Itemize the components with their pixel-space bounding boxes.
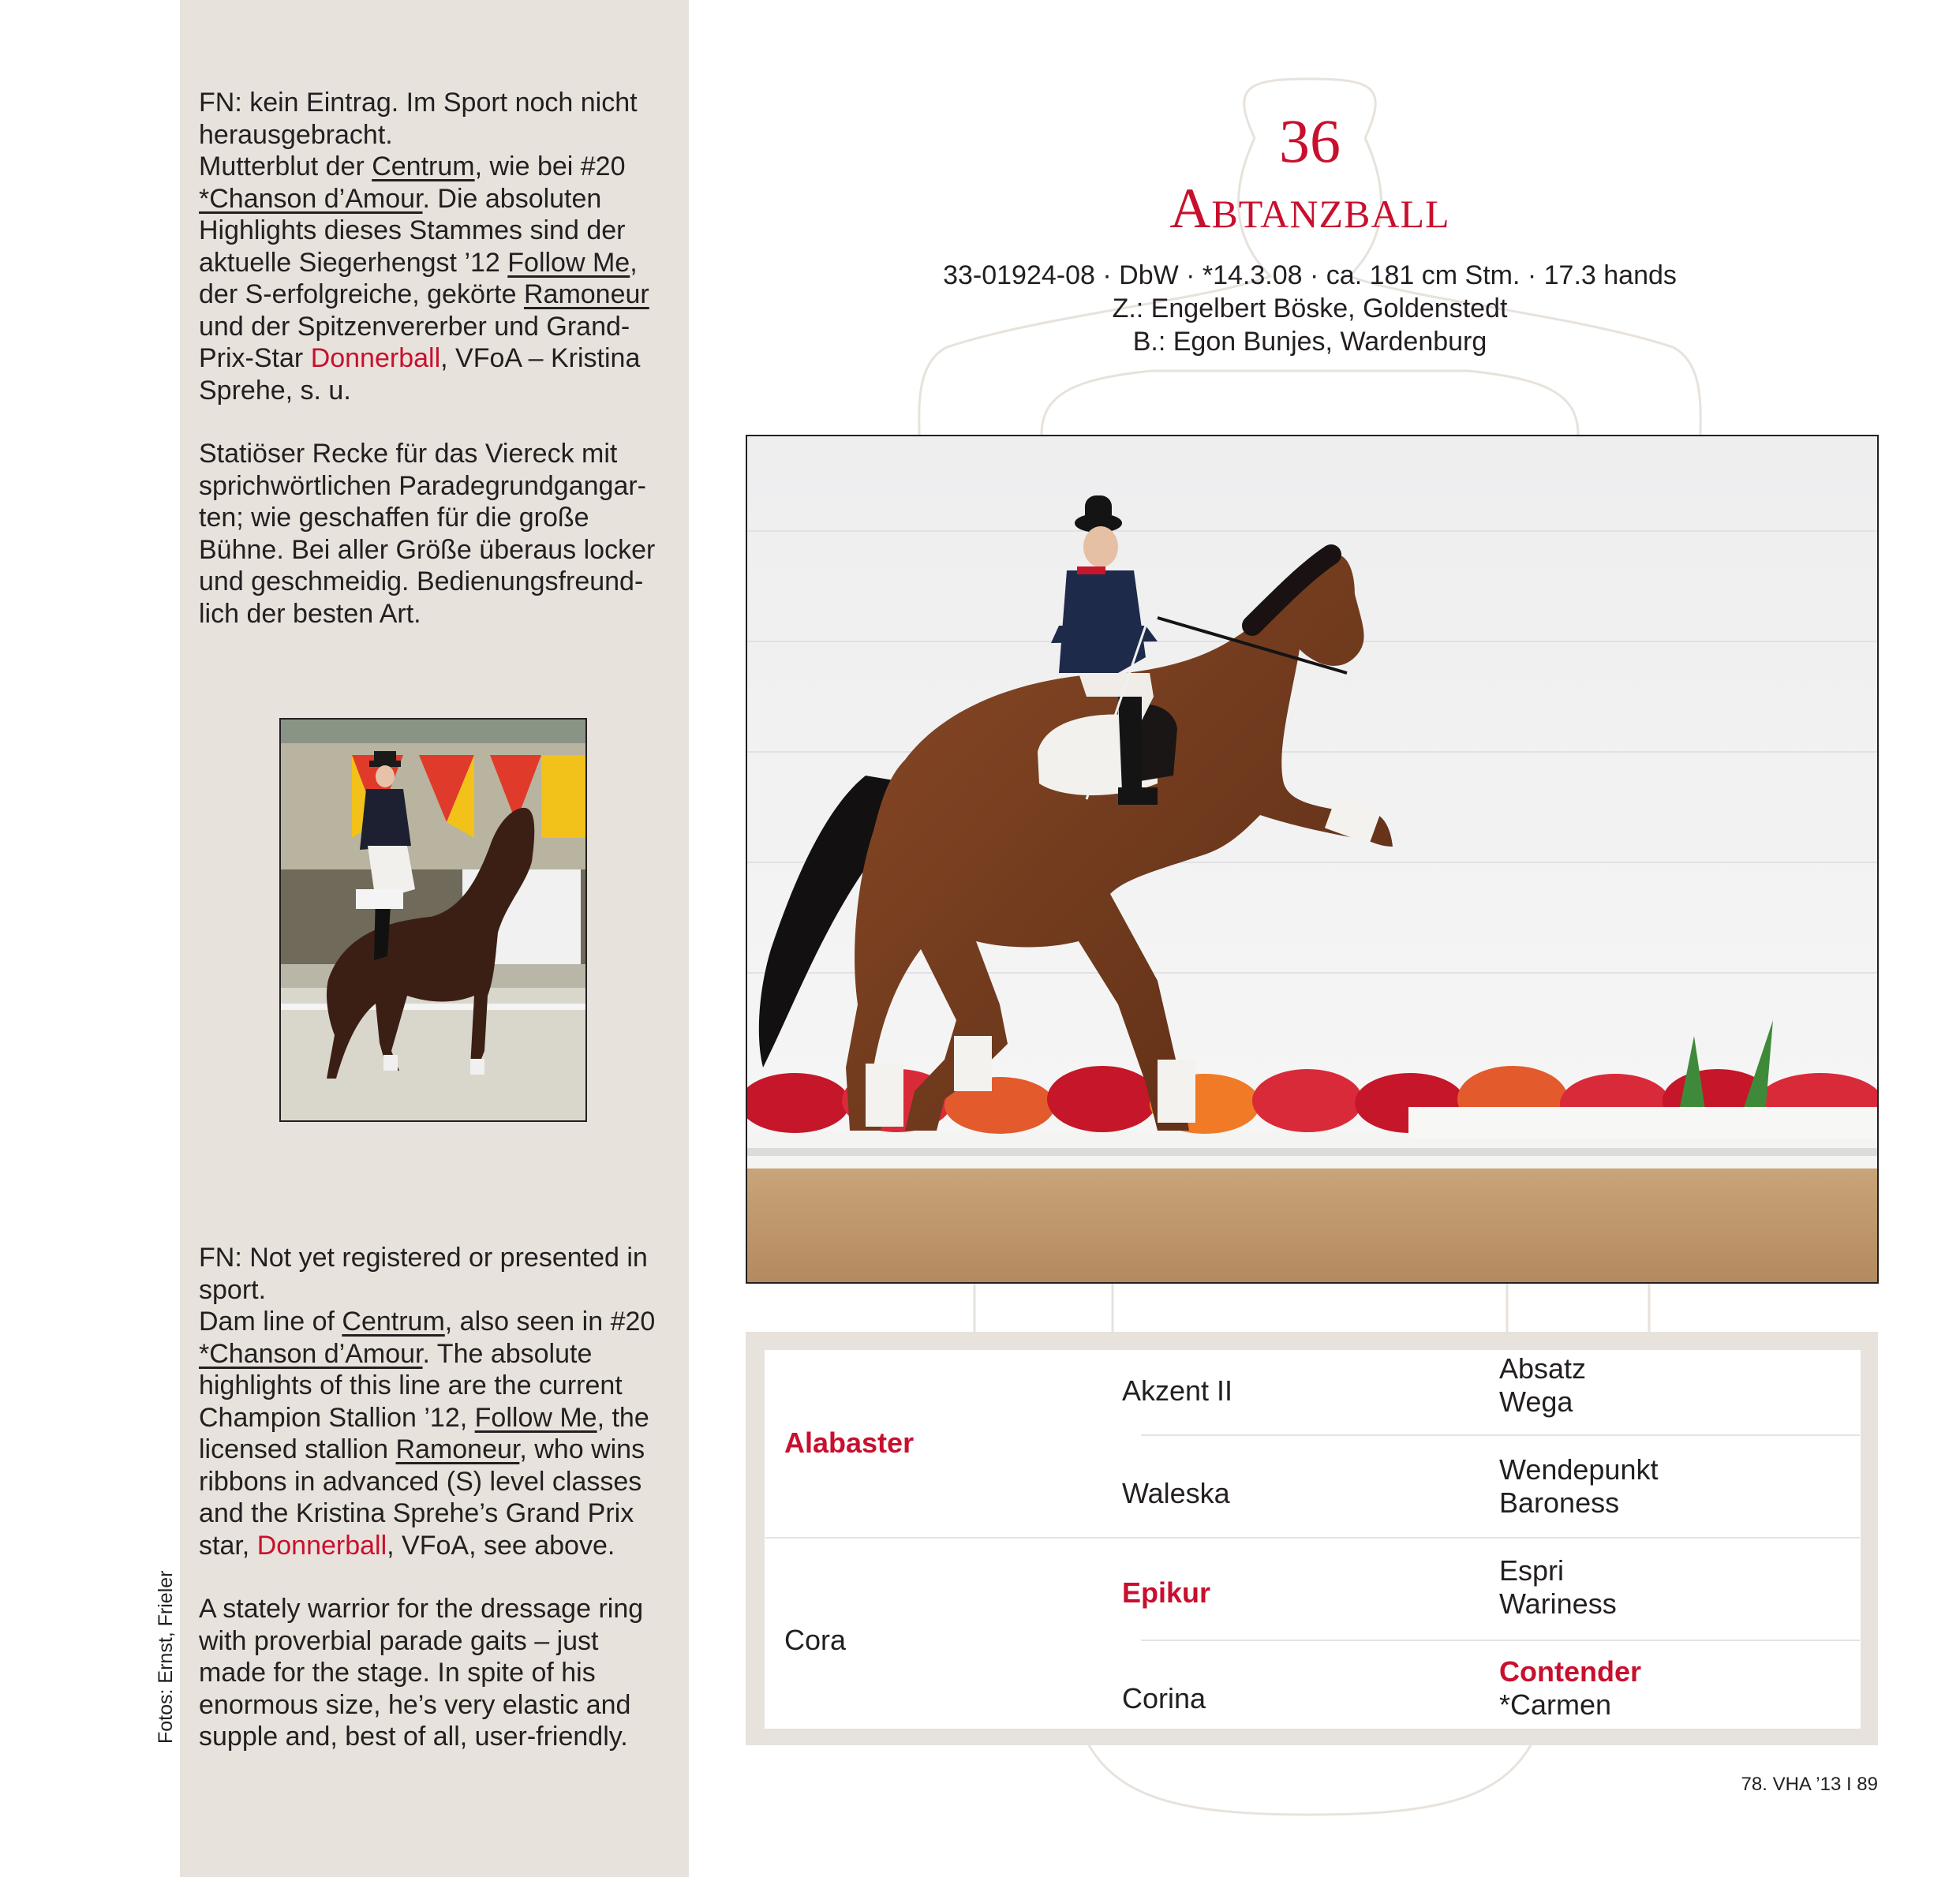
text-line: lich der besten Art. bbox=[199, 598, 421, 629]
text-fragment: . The absolute bbox=[422, 1338, 593, 1369]
text-line: sprichwörtlichen Paradegrundgangar- bbox=[199, 470, 646, 501]
text-line: Bühne. Bei aller Größe überaus locker bbox=[199, 534, 656, 565]
highlight-donnerball: Donnerball bbox=[310, 343, 441, 373]
link-follow-me: Follow Me bbox=[507, 247, 630, 278]
text-fragment: , wie bei #20 bbox=[474, 151, 626, 181]
main-photo bbox=[746, 435, 1879, 1284]
german-paragraph-3 bbox=[199, 438, 670, 630]
photo-credit: Fotos: Ernst, Frieler bbox=[155, 1570, 177, 1744]
text-fragment: star, bbox=[199, 1530, 257, 1561]
pedigree-dam-dam: Corina bbox=[1122, 1682, 1206, 1714]
link-ramoneur: Ramoneur bbox=[523, 279, 649, 309]
text-line: FN: kein Eintrag. Im Sport noch nicht bbox=[199, 88, 638, 118]
text-fragment: , VFoA, see above. bbox=[387, 1530, 615, 1561]
catalog-number: 36 bbox=[1279, 107, 1341, 175]
text-line: ten; wie geschaffen für die große bbox=[199, 503, 589, 533]
text-fragment: der S-erfolgreiche, gekörte bbox=[199, 279, 524, 309]
highlight-donnerball: Donnerball bbox=[256, 1530, 387, 1561]
breeder-line: Z.: Engelbert Böske, Goldenstedt bbox=[1112, 294, 1508, 323]
page-number: 78. VHA ’13 I 89 bbox=[1741, 1774, 1878, 1795]
link-centrum: Centrum bbox=[372, 151, 475, 181]
text-line: ribbons in advanced (S) level classes bbox=[199, 1466, 642, 1497]
pedigree-dss: Espri bbox=[1499, 1554, 1565, 1587]
text-line: Statiöser Recke für das Viereck mit bbox=[199, 439, 618, 469]
pedigree-dam: Cora bbox=[784, 1624, 847, 1656]
text-fragment: Dam line of bbox=[199, 1307, 342, 1337]
pedigree-ddd: *Carmen bbox=[1499, 1688, 1612, 1721]
pedigree-sds: Wendepunkt bbox=[1499, 1453, 1659, 1486]
horse-info bbox=[868, 259, 1752, 358]
text-line: herausgebracht. bbox=[199, 119, 393, 150]
text-line: FN: Not yet registered or presented in bbox=[199, 1243, 648, 1273]
english-paragraph-1 bbox=[199, 1242, 670, 1306]
pedigree-sire-sire: Akzent II bbox=[1122, 1374, 1233, 1407]
inset-photo-illustration bbox=[281, 720, 585, 1120]
main-photo-illustration bbox=[747, 436, 1877, 1282]
inset-photo bbox=[279, 718, 587, 1122]
text-fragment: licensed stallion bbox=[199, 1434, 396, 1464]
text-line: highlights of this line are the current bbox=[199, 1370, 623, 1400]
text-line: und der Spitzenvererber und Grand- bbox=[199, 311, 630, 342]
text-line: A stately warrior for the dressage ring bbox=[199, 1594, 644, 1624]
text-fragment: Mutterblut der bbox=[199, 151, 372, 181]
text-fragment: , bbox=[630, 247, 638, 278]
text-fragment: . Die absoluten bbox=[422, 183, 602, 214]
text-line: Sprehe, s. u. bbox=[199, 375, 351, 406]
link-chanson-damour: *Chanson d’Amour bbox=[199, 1338, 423, 1369]
text-line: und geschmeidig. Bedienungsfreund- bbox=[199, 566, 644, 596]
pedigree-panel bbox=[746, 1332, 1878, 1745]
text-line: with proverbial parade gaits – just bbox=[199, 1625, 599, 1656]
link-follow-me: Follow Me bbox=[474, 1402, 597, 1433]
pedigree-sss: Absatz bbox=[1499, 1352, 1587, 1385]
text-fragment: , the bbox=[597, 1402, 649, 1433]
text-line: enormous size, he’s very elastic and bbox=[199, 1689, 631, 1720]
pedigree-sire: Alabaster bbox=[784, 1426, 915, 1459]
info-line: 33-01924-08 · DbW · *14.3.08 · ca. 181 cm Stm. · 17.3 hands bbox=[943, 260, 1677, 290]
text-fragment: Prix-Star bbox=[199, 343, 311, 373]
owner-line: B.: Egon Bunjes, Wardenburg bbox=[1132, 327, 1487, 357]
text-fragment: aktuelle Siegerhengst ’12 bbox=[199, 247, 508, 278]
pedigree-sdd: Baroness bbox=[1499, 1486, 1620, 1519]
pedigree-dsd: Wariness bbox=[1499, 1587, 1617, 1620]
text-line: and the Kristina Sprehe’s Grand Prix bbox=[199, 1498, 634, 1528]
text-line: made for the stage. In spite of his bbox=[199, 1658, 596, 1688]
german-description bbox=[199, 87, 670, 630]
english-description bbox=[199, 1242, 670, 1753]
pedigree-table bbox=[765, 1350, 1861, 1729]
pedigree-sire-dam: Waleska bbox=[1122, 1477, 1230, 1509]
pedigree-ssd: Wega bbox=[1499, 1385, 1573, 1418]
english-paragraph-3 bbox=[199, 1593, 670, 1753]
horse-name: Abtanzball bbox=[1169, 177, 1450, 240]
text-line: supple and, best of all, user-friendly. bbox=[199, 1722, 628, 1752]
german-paragraph-2 bbox=[199, 151, 670, 406]
text-line: sport. bbox=[199, 1274, 267, 1305]
text-fragment: , also seen in #20 bbox=[444, 1307, 656, 1337]
english-paragraph-2 bbox=[199, 1306, 670, 1561]
pedigree-dds: Contender bbox=[1499, 1655, 1641, 1688]
pedigree-dam-sire: Epikur bbox=[1122, 1576, 1211, 1609]
text-fragment: , who wins bbox=[519, 1434, 645, 1464]
text-fragment: Champion Stallion ’12, bbox=[199, 1402, 475, 1433]
text-line: Highlights dieses Stammes sind der bbox=[199, 215, 626, 245]
link-chanson-damour: *Chanson d’Amour bbox=[199, 183, 423, 214]
link-centrum: Centrum bbox=[342, 1307, 445, 1337]
text-fragment: , VFoA – Kristina bbox=[440, 343, 641, 373]
link-ramoneur: Ramoneur bbox=[395, 1434, 520, 1464]
german-paragraph-1 bbox=[199, 87, 670, 151]
